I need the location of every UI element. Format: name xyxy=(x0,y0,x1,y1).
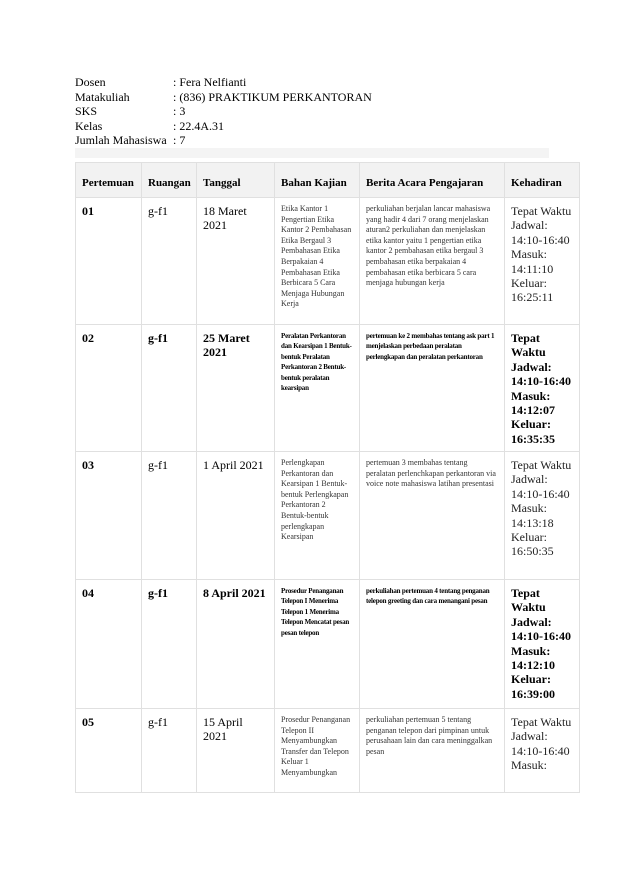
tanggal-cell: 15 April 2021 xyxy=(197,709,275,793)
table-row xyxy=(76,325,580,452)
tanggal-cell: 25 Maret 2021 xyxy=(197,325,275,452)
header-tanggal: Tanggal xyxy=(197,163,275,198)
kehadiran-cell: Tepat Waktu Jadwal: 14:10-16:40 Masuk: 14:11:10 Keluar: 16:25:11 xyxy=(505,198,580,325)
jumlah-label: Jumlah Mahasiswa xyxy=(75,133,167,147)
header-pertemuan: Pertemuan xyxy=(76,163,142,198)
berita-acara-cell: perkuliahan pertemuan 4 tentang penganan telepon greeting dan cara menangani pesan xyxy=(360,580,505,709)
ruangan-cell: g-f1 xyxy=(142,580,197,709)
pertemuan-cell: 04 xyxy=(76,580,142,709)
tanggal-cell: 8 April 2021 xyxy=(197,580,275,709)
matakuliah-value: : (836) PRAKTIKUM PERKANTORAN xyxy=(173,89,372,104)
tanggal-cell: 1 April 2021 xyxy=(197,452,275,580)
pertemuan-cell: 02 xyxy=(76,325,142,452)
bahan-kajian-cell: Perlengkapan Perkantoran dan Kearsipan 1 Bentuk-bentuk Perlengkapan Perkantoran 2 Bentuk-bentuk perlengkapan Kearsipan xyxy=(275,452,360,580)
table-row xyxy=(76,452,580,580)
bahan-kajian-cell: Etika Kantor 1 Pengertian Etika Kantor 2 Pembahasan Etika Bergaul 3 Pembahasan Etika Berpakaian 4 Pembahasan Etika Berbicara 5 Cara Menjaga Hubungan Kerja xyxy=(275,198,360,325)
berita-acara-cell: perkuliahan berjalan lancar mahasiswa yang hadir 4 dari 7 orang menjelaskan aturan2 perkuliahan dan menjelaskan etika kantor yaitu 1 pengertian etika kantor 2 pembahasan etika bergaul 3 pembahasan etika berpakaian 4 pembahasan etika berbicara 5 cara menjaga hubungan kerja xyxy=(360,198,505,325)
pertemuan-cell: 01 xyxy=(76,198,142,325)
table-row xyxy=(76,198,580,325)
kelas-label: Kelas xyxy=(75,118,103,133)
sks-value: : 3 xyxy=(173,104,186,118)
ruangan-cell: g-f1 xyxy=(142,452,197,580)
kehadiran-cell: Tepat Waktu Jadwal: 14:10-16:40 Masuk: 14:13:18 Keluar: 16:50:35 xyxy=(505,452,580,580)
kehadiran-cell: Tepat Waktu Jadwal: 14:10-16:40 Masuk: 14:12:07 Keluar: 16:35:35 xyxy=(505,325,580,452)
header-bahan-kajian: Bahan Kajian xyxy=(275,163,360,198)
kehadiran-cell: Tepat Waktu Jadwal: 14:10-16:40 Masuk: xyxy=(505,709,580,793)
info-matakuliah xyxy=(75,90,372,105)
kehadiran-cell: Tepat Waktu Jadwal: 14:10-16:40 Masuk: 14:12:10 Keluar: 16:39:00 xyxy=(505,580,580,709)
berita-acara-cell: pertemuan 3 membahas tentang peralatan perlenchkapan perkantoran via voice note mahasiswa latihan presentasi xyxy=(360,452,505,580)
attendance-table xyxy=(75,162,580,793)
bahan-kajian-cell: Prosedur Penanganan Telepon I Menerima Telepon 1 Menerima Telepon Mencatat pesan pesan telepon xyxy=(275,580,360,709)
matakuliah-label: Matakuliah xyxy=(75,89,130,104)
dosen-value: : Fera Nelfianti xyxy=(173,75,247,89)
pertemuan-cell: 03 xyxy=(76,452,142,580)
header-ruangan: Ruangan xyxy=(142,163,197,198)
berita-acara-cell: perkuliahan pertemuan 5 tentang penganan telepon dari pimpinan untuk perusahaan lain dan cara meninggalkan pesan xyxy=(360,709,505,793)
sks-label: SKS xyxy=(75,104,98,118)
table-header-row xyxy=(76,163,580,198)
info-jumlah xyxy=(75,133,372,148)
info-sks xyxy=(75,104,372,119)
berita-acara-cell: pertemuan ke 2 membahas tentang ask part 1 menjelaskan perbedaan peralatan perlengkapan dan peralatan perkantoran xyxy=(360,325,505,452)
kelas-value: : 22.4A.31 xyxy=(173,118,224,133)
header-kehadiran: Kehadiran xyxy=(505,163,580,198)
bahan-kajian-cell: Peralatan Perkantoran dan Kearsipan 1 Bentuk-bentuk Peralatan Perkantoran 2 Bentuk-bentuk peralatan kearsipan xyxy=(275,325,360,452)
ruangan-cell: g-f1 xyxy=(142,198,197,325)
pertemuan-cell: 05 xyxy=(76,709,142,793)
bahan-kajian-cell: Prosedur Penanganan Telepon II Menyambungkan Transfer dan Telepon Keluar 1 Menyambungkan xyxy=(275,709,360,793)
section-divider xyxy=(75,148,549,158)
ruangan-cell: g-f1 xyxy=(142,325,197,452)
jumlah-value: : 7 xyxy=(173,133,186,147)
dosen-label: Dosen xyxy=(75,75,106,89)
info-dosen xyxy=(75,75,372,90)
ruangan-cell: g-f1 xyxy=(142,709,197,793)
tanggal-cell: 18 Maret 2021 xyxy=(197,198,275,325)
course-info xyxy=(75,75,372,148)
table-row xyxy=(76,580,580,709)
table-row xyxy=(76,709,580,793)
info-kelas xyxy=(75,119,372,134)
header-berita-acara: Berita Acara Pengajaran xyxy=(360,163,505,198)
